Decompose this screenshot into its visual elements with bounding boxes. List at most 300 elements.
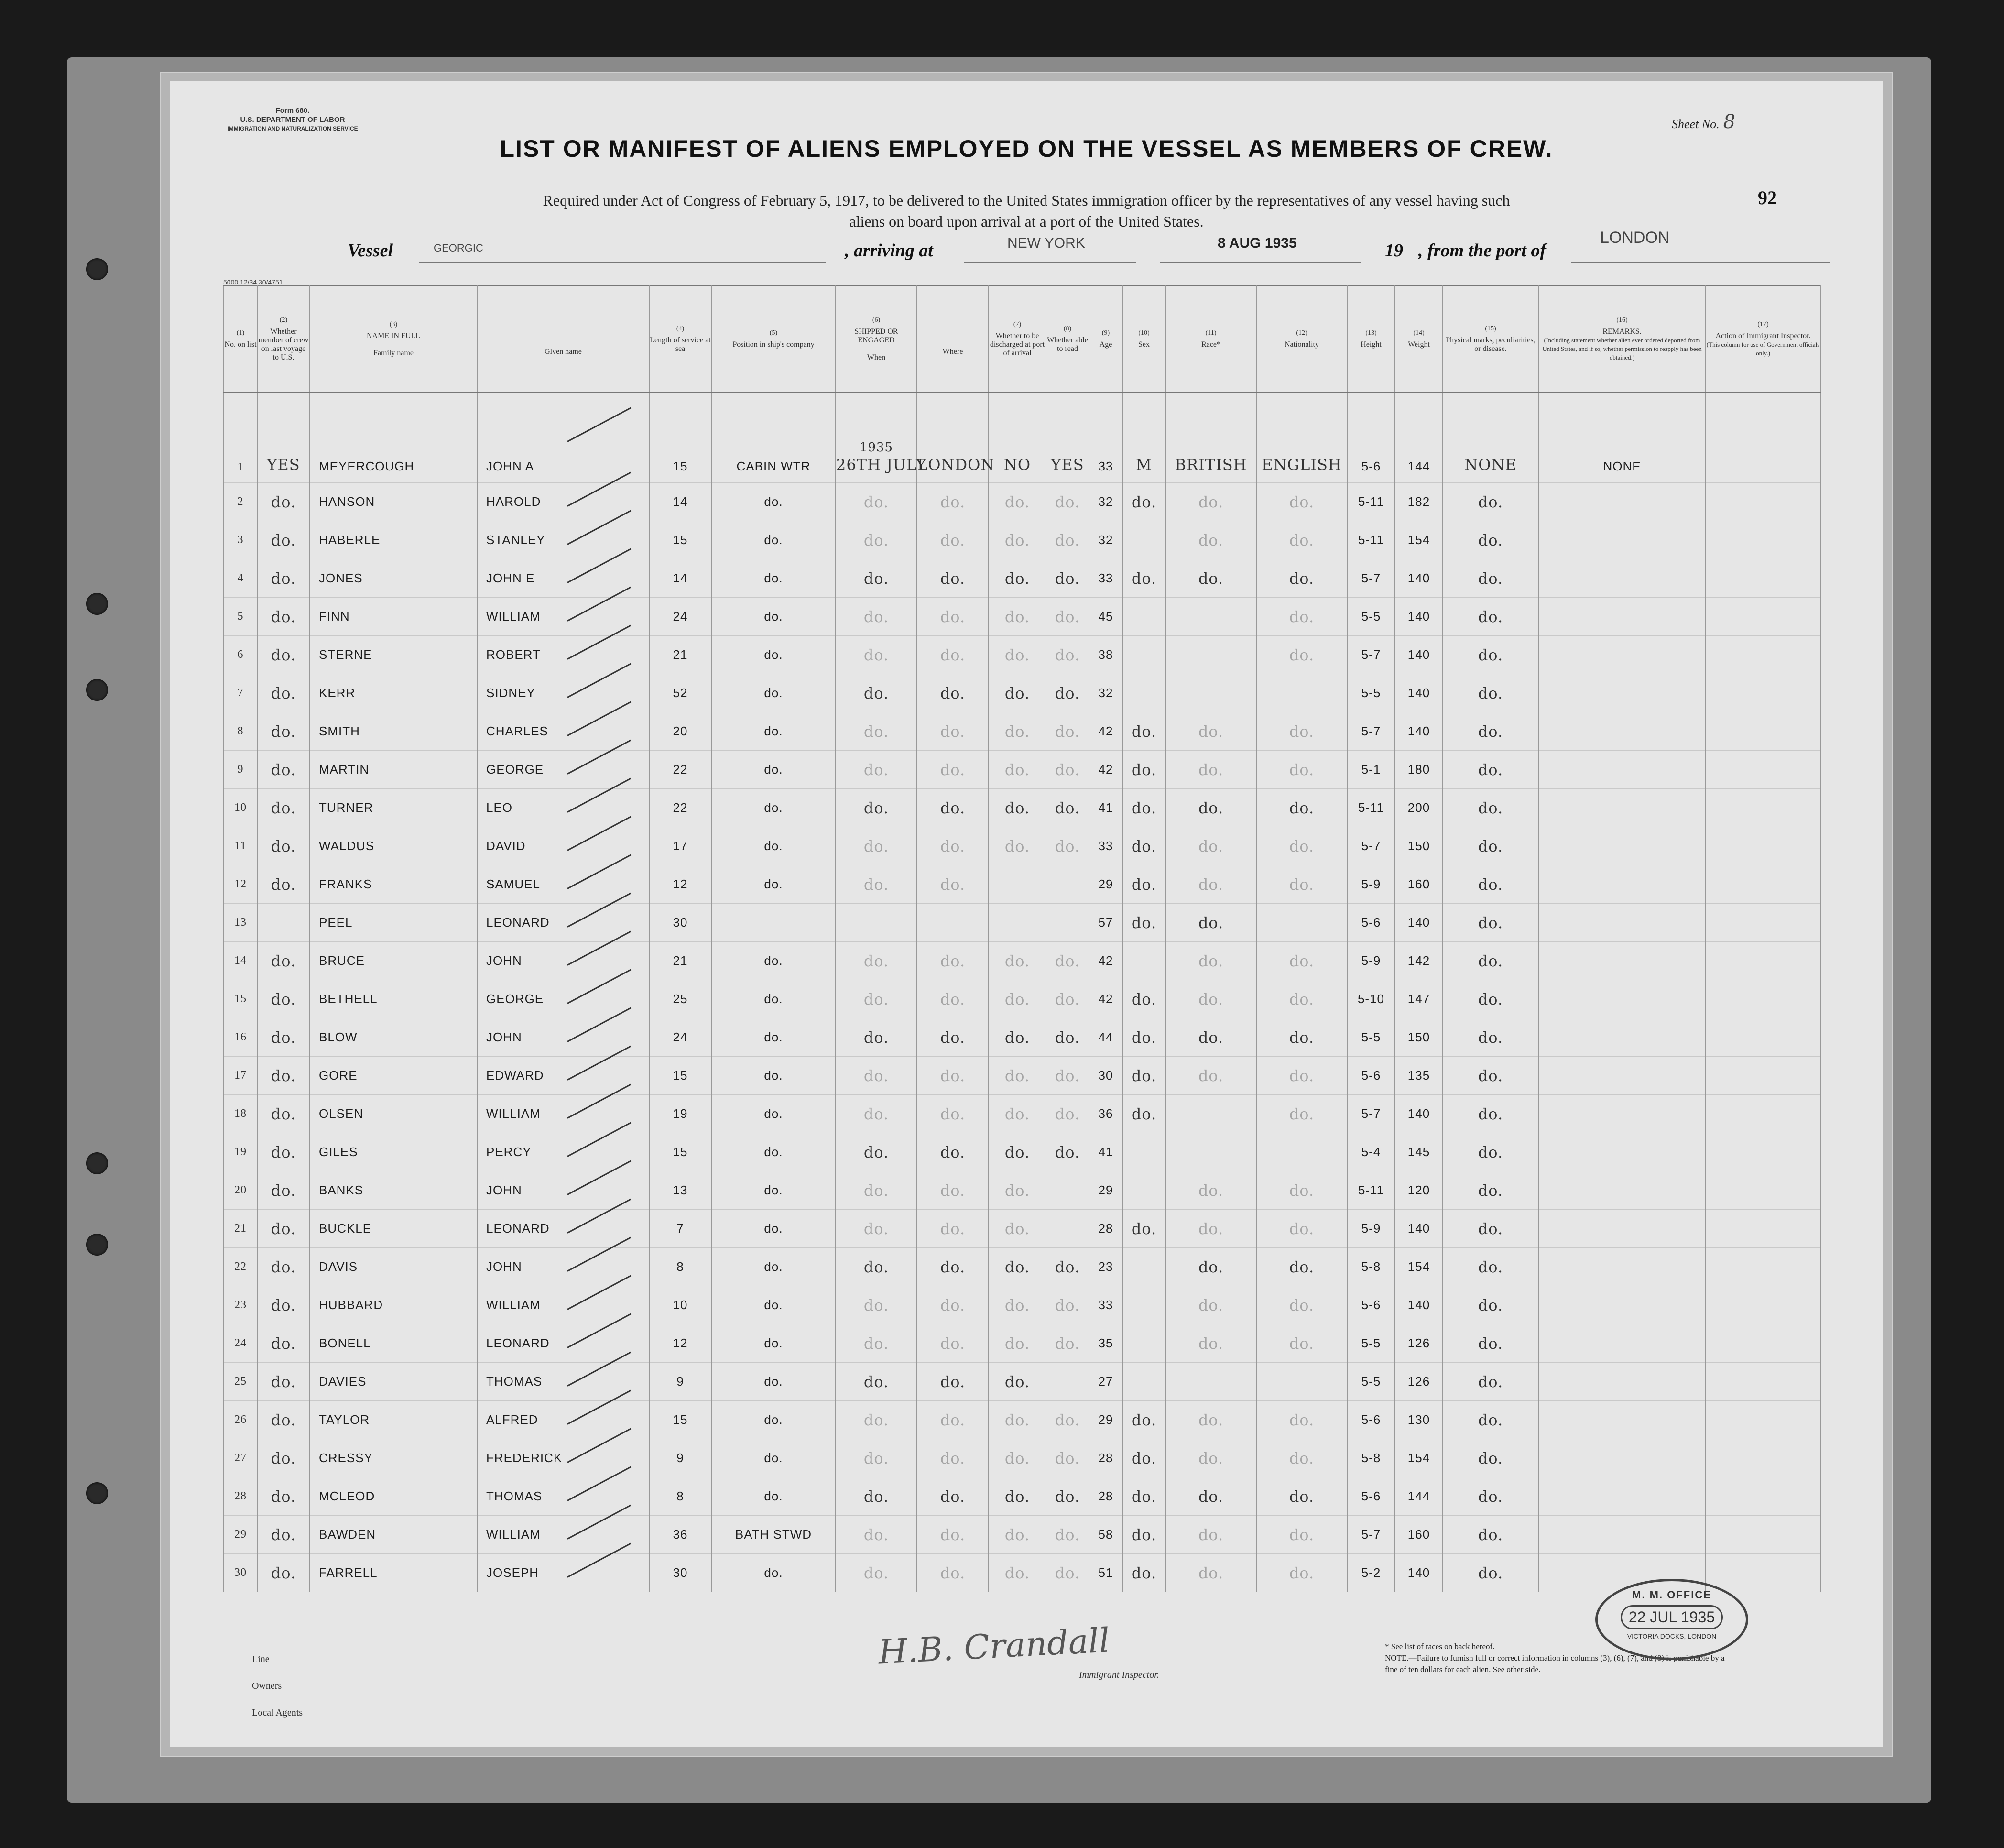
cell-height: 5-6: [1347, 392, 1395, 483]
cell-weight: 144: [1395, 392, 1443, 483]
cell-able-to-read: [1046, 1210, 1089, 1248]
cell-nationality: do.: [1256, 827, 1347, 865]
cell-race: do.: [1165, 1401, 1256, 1439]
underline: [1160, 262, 1361, 263]
manifest-sheet: [160, 72, 1893, 1757]
cell-able-to-read: do.: [1046, 1018, 1089, 1057]
cell-age: 32: [1089, 674, 1122, 712]
cell-service-length: 24: [649, 1018, 711, 1057]
cell-given-name: JOSEPH: [477, 1554, 649, 1592]
binder-hole: [86, 1152, 108, 1174]
cell-service-length: 30: [649, 1554, 711, 1592]
cell-able-to-read: do.: [1046, 942, 1089, 980]
cell-height: 5-5: [1347, 674, 1395, 712]
cell-previous-voyage: do.: [257, 1018, 310, 1057]
subtitle-line-1: Required under Act of Congress of February 5, 1917, to be delivered to the United States immigration officer by the representatives of any vessel having such: [543, 192, 1510, 209]
table-row: [224, 712, 1820, 751]
cell-able-to-read: do.: [1046, 1286, 1089, 1324]
cell-position: do.: [711, 1401, 836, 1439]
cell-physical-marks: do.: [1443, 789, 1538, 827]
cell-shipped-when: do.: [836, 1401, 917, 1439]
cell-sex: M: [1122, 392, 1165, 483]
cell-physical-marks: NONE: [1443, 392, 1538, 483]
cell-service-length: 12: [649, 865, 711, 904]
table-row: [224, 636, 1820, 674]
cell-nationality: do.: [1256, 1477, 1347, 1516]
cell-height: 5-11: [1347, 483, 1395, 521]
cell-inspector-action: [1706, 1286, 1820, 1324]
cell-inspector-action: [1706, 1210, 1820, 1248]
cell-discharged: do.: [989, 1401, 1046, 1439]
cell-previous-voyage: do.: [257, 483, 310, 521]
table-row: [224, 521, 1820, 559]
cell-position: do.: [711, 1057, 836, 1095]
cell-row-number: 8: [224, 712, 257, 751]
vessel-label: Vessel: [348, 241, 393, 261]
cell-previous-voyage: do.: [257, 1554, 310, 1592]
cell-able-to-read: do.: [1046, 1057, 1089, 1095]
cell-physical-marks: do.: [1443, 521, 1538, 559]
cell-race: [1165, 636, 1256, 674]
cell-inspector-action: [1706, 980, 1820, 1018]
cell-shipped-where: do.: [917, 1018, 989, 1057]
cell-previous-voyage: do.: [257, 674, 310, 712]
cell-shipped-where: do.: [917, 1324, 989, 1363]
cell-inspector-action: [1706, 483, 1820, 521]
cell-previous-voyage: do.: [257, 751, 310, 789]
cell-service-length: 14: [649, 559, 711, 598]
cell-given-name: ALFRED: [477, 1401, 649, 1439]
cell-height: 5-11: [1347, 521, 1395, 559]
cell-discharged: do.: [989, 1439, 1046, 1477]
owners-label: Owners: [252, 1681, 282, 1691]
cell-shipped-where: do.: [917, 1286, 989, 1324]
cell-sex: do.: [1122, 483, 1165, 521]
table-row: [224, 942, 1820, 980]
cell-age: 42: [1089, 942, 1122, 980]
cell-inspector-action: [1706, 1171, 1820, 1210]
cell-physical-marks: do.: [1443, 904, 1538, 942]
cell-able-to-read: do.: [1046, 980, 1089, 1018]
cell-age: 51: [1089, 1554, 1122, 1592]
col-header-previous-voyage: (2) Whether member of crew on last voyage to U.S.: [257, 286, 310, 392]
cell-weight: 140: [1395, 1554, 1443, 1592]
cell-weight: 154: [1395, 521, 1443, 559]
cell-position: do.: [711, 865, 836, 904]
col-header-able-to-read: (8) Whether able to read: [1046, 286, 1089, 392]
cell-discharged: do.: [989, 980, 1046, 1018]
cell-shipped-when: do.: [836, 1018, 917, 1057]
cell-given-name: LEONARD: [477, 904, 649, 942]
arrival-port: NEW YORK: [1007, 235, 1085, 251]
col-header-number: (1) No. on list: [224, 286, 257, 392]
cell-able-to-read: do.: [1046, 1133, 1089, 1171]
cell-given-name: ROBERT: [477, 636, 649, 674]
cell-able-to-read: [1046, 865, 1089, 904]
cell-age: 28: [1089, 1477, 1122, 1516]
cell-position: do.: [711, 1363, 836, 1401]
cell-sex: [1122, 1363, 1165, 1401]
cell-race: do.: [1165, 1554, 1256, 1592]
cell-shipped-where: do.: [917, 789, 989, 827]
cell-family-name: FINN: [310, 598, 477, 636]
cell-age: 33: [1089, 392, 1122, 483]
cell-sex: [1122, 942, 1165, 980]
cell-weight: 154: [1395, 1248, 1443, 1286]
cell-inspector-action: [1706, 1057, 1820, 1095]
cell-physical-marks: do.: [1443, 827, 1538, 865]
cell-nationality: do.: [1256, 1057, 1347, 1095]
cell-discharged: do.: [989, 521, 1046, 559]
cell-shipped-when: [836, 904, 917, 942]
cell-shipped-when: do.: [836, 1439, 917, 1477]
cell-race: do.: [1165, 1477, 1256, 1516]
cell-given-name: JOHN: [477, 1248, 649, 1286]
cell-race: [1165, 674, 1256, 712]
cell-remarks: [1538, 1133, 1706, 1171]
cell-shipped-where: do.: [917, 751, 989, 789]
cell-discharged: [989, 904, 1046, 942]
cell-discharged: do.: [989, 1210, 1046, 1248]
cell-weight: 140: [1395, 1286, 1443, 1324]
cell-row-number: 18: [224, 1095, 257, 1133]
cell-remarks: NONE: [1538, 392, 1706, 483]
cell-shipped-where: do.: [917, 1210, 989, 1248]
cell-family-name: JONES: [310, 559, 477, 598]
line-label: Line: [252, 1654, 270, 1664]
cell-weight: 140: [1395, 636, 1443, 674]
cell-row-number: 2: [224, 483, 257, 521]
inspector-label: Immigrant Inspector.: [1079, 1670, 1159, 1680]
cell-race: do.: [1165, 1171, 1256, 1210]
cell-age: 44: [1089, 1018, 1122, 1057]
cell-service-length: 15: [649, 392, 711, 483]
sheet-number: [1672, 111, 1735, 133]
cell-given-name: LEONARD: [477, 1210, 649, 1248]
cell-race: do.: [1165, 559, 1256, 598]
cell-remarks: [1538, 865, 1706, 904]
cell-position: do.: [711, 559, 836, 598]
cell-previous-voyage: do.: [257, 636, 310, 674]
cell-shipped-where: do.: [917, 1133, 989, 1171]
table-row: [224, 598, 1820, 636]
cell-shipped-where: do.: [917, 636, 989, 674]
cell-inspector-action: [1706, 392, 1820, 483]
cell-physical-marks: do.: [1443, 1554, 1538, 1592]
cell-height: 5-8: [1347, 1439, 1395, 1477]
cell-race: [1165, 598, 1256, 636]
arrival-date-stamp: 8 AUG 1935: [1218, 235, 1297, 251]
table-row: [224, 827, 1820, 865]
cell-service-length: 15: [649, 1133, 711, 1171]
cell-sex: do.: [1122, 1210, 1165, 1248]
cell-physical-marks: do.: [1443, 1210, 1538, 1248]
cell-sex: [1122, 1324, 1165, 1363]
cell-physical-marks: do.: [1443, 1439, 1538, 1477]
cell-remarks: [1538, 521, 1706, 559]
cell-inspector-action: [1706, 751, 1820, 789]
table-header-row: [224, 286, 1820, 392]
cell-shipped-when: do.: [836, 636, 917, 674]
cell-position: do.: [711, 1554, 836, 1592]
cell-nationality: do.: [1256, 1286, 1347, 1324]
cell-weight: 140: [1395, 598, 1443, 636]
cell-shipped-where: do.: [917, 598, 989, 636]
cell-given-name: FREDERICK: [477, 1439, 649, 1477]
cell-height: 5-7: [1347, 636, 1395, 674]
cell-shipped-where: do.: [917, 674, 989, 712]
cell-height: 5-10: [1347, 980, 1395, 1018]
table-row: [224, 1516, 1820, 1554]
cell-nationality: do.: [1256, 1248, 1347, 1286]
stamp-date: 22 JUL 1935: [1621, 1605, 1723, 1629]
cell-given-name: SAMUEL: [477, 865, 649, 904]
col-header-position: (5) Position in ship's company: [711, 286, 836, 392]
cell-able-to-read: do.: [1046, 789, 1089, 827]
cell-sex: do.: [1122, 865, 1165, 904]
cell-inspector-action: [1706, 1477, 1820, 1516]
cell-previous-voyage: do.: [257, 1057, 310, 1095]
cell-weight: 145: [1395, 1133, 1443, 1171]
table-row: [224, 865, 1820, 904]
cell-able-to-read: do.: [1046, 1477, 1089, 1516]
col-header-remarks: (16) REMARKS. (Including statement whether alien ever ordered deported from United States, and if so, whether permission to reapply has been obtained.): [1538, 286, 1706, 392]
service-name: IMMIGRATION AND NATURALIZATION SERVICE: [227, 125, 358, 132]
cell-nationality: do.: [1256, 559, 1347, 598]
cell-given-name: STANLEY: [477, 521, 649, 559]
cell-service-length: 24: [649, 598, 711, 636]
cell-nationality: do.: [1256, 1516, 1347, 1554]
department-name: U.S. DEPARTMENT OF LABOR: [240, 116, 345, 124]
cell-weight: 160: [1395, 865, 1443, 904]
cell-remarks: [1538, 559, 1706, 598]
cell-inspector-action: [1706, 559, 1820, 598]
cell-age: 38: [1089, 636, 1122, 674]
table-row: [224, 1018, 1820, 1057]
cell-shipped-when: do.: [836, 1554, 917, 1592]
cell-position: do.: [711, 1210, 836, 1248]
cell-sex: do.: [1122, 1018, 1165, 1057]
cell-nationality: do.: [1256, 1095, 1347, 1133]
cell-shipped-when: do.: [836, 865, 917, 904]
cell-height: 5-6: [1347, 1286, 1395, 1324]
cell-nationality: do.: [1256, 1401, 1347, 1439]
cell-nationality: do.: [1256, 865, 1347, 904]
cell-height: 5-9: [1347, 865, 1395, 904]
form-identifier: [209, 106, 376, 133]
cell-able-to-read: YES: [1046, 392, 1089, 483]
cell-race: do.: [1165, 980, 1256, 1018]
cell-shipped-where: do.: [917, 712, 989, 751]
cell-able-to-read: do.: [1046, 598, 1089, 636]
cell-inspector-action: [1706, 1248, 1820, 1286]
table-row: [224, 1171, 1820, 1210]
races-note: * See list of races on back hereof.: [1385, 1642, 1495, 1651]
cell-discharged: do.: [989, 1324, 1046, 1363]
cell-previous-voyage: do.: [257, 827, 310, 865]
inspector-signature: H.B. Crandall: [877, 1620, 1111, 1672]
cell-discharged: do.: [989, 483, 1046, 521]
cell-family-name: DAVIES: [310, 1363, 477, 1401]
cell-sex: do.: [1122, 980, 1165, 1018]
cell-previous-voyage: do.: [257, 1439, 310, 1477]
cell-shipped-when: do.: [836, 1248, 917, 1286]
cell-able-to-read: do.: [1046, 1401, 1089, 1439]
cell-height: 5-6: [1347, 1477, 1395, 1516]
cell-discharged: do.: [989, 1095, 1046, 1133]
cell-family-name: TAYLOR: [310, 1401, 477, 1439]
cell-row-number: 12: [224, 865, 257, 904]
page-number: 92: [1758, 187, 1777, 208]
cell-discharged: do.: [989, 1286, 1046, 1324]
cell-age: 27: [1089, 1363, 1122, 1401]
cell-given-name: DAVID: [477, 827, 649, 865]
cell-able-to-read: do.: [1046, 1439, 1089, 1477]
cell-age: 42: [1089, 751, 1122, 789]
table-row: [224, 1210, 1820, 1248]
penalty-note: NOTE.—Failure to furnish full or correct information in columns (3), (6), (7), and (8) is punishable by a fine of ten dollars for each alien. See other side.: [1385, 1653, 1725, 1674]
cell-given-name: JOHN: [477, 1171, 649, 1210]
cell-row-number: 3: [224, 521, 257, 559]
cell-shipped-when: do.: [836, 1210, 917, 1248]
cell-previous-voyage: do.: [257, 598, 310, 636]
cell-weight: 140: [1395, 1210, 1443, 1248]
cell-shipped-where: LONDON: [917, 392, 989, 483]
cell-nationality: do.: [1256, 712, 1347, 751]
cell-sex: [1122, 674, 1165, 712]
cell-sex: do.: [1122, 827, 1165, 865]
col-header-height: (13) Height: [1347, 286, 1395, 392]
cell-position: do.: [711, 1248, 836, 1286]
cell-family-name: STERNE: [310, 636, 477, 674]
cell-race: do.: [1165, 1248, 1256, 1286]
cell-remarks: [1538, 712, 1706, 751]
subtitle-line-2: aliens on board upon arrival at a port of the United States.: [849, 213, 1204, 230]
col-header-shipped-where: Where: [917, 286, 989, 392]
cell-position: do.: [711, 712, 836, 751]
cell-position: CABIN WTR: [711, 392, 836, 483]
cell-able-to-read: [1046, 1171, 1089, 1210]
binder-hole: [86, 679, 108, 701]
cell-age: 42: [1089, 980, 1122, 1018]
shipped-date: 26TH JULY: [836, 456, 927, 474]
cell-remarks: [1538, 1516, 1706, 1554]
cell-inspector-action: [1706, 636, 1820, 674]
cell-shipped-when: do.: [836, 483, 917, 521]
cell-row-number: 26: [224, 1401, 257, 1439]
shipped-year: 1935: [859, 440, 893, 455]
cell-shipped-where: do.: [917, 1401, 989, 1439]
cell-physical-marks: do.: [1443, 942, 1538, 980]
cell-shipped-when: do.: [836, 1477, 917, 1516]
col-header-race: (11) Race*: [1165, 286, 1256, 392]
cell-given-name: CHARLES: [477, 712, 649, 751]
cell-age: 33: [1089, 559, 1122, 598]
cell-family-name: BANKS: [310, 1171, 477, 1210]
cell-remarks: [1538, 598, 1706, 636]
cell-inspector-action: [1706, 1018, 1820, 1057]
cell-previous-voyage: do.: [257, 1133, 310, 1171]
cell-shipped-where: do.: [917, 1439, 989, 1477]
cell-age: 35: [1089, 1324, 1122, 1363]
vessel-name: GEORGIC: [434, 242, 483, 254]
cell-position: do.: [711, 521, 836, 559]
cell-able-to-read: do.: [1046, 1554, 1089, 1592]
cell-nationality: do.: [1256, 942, 1347, 980]
cell-row-number: 19: [224, 1133, 257, 1171]
cell-family-name: OLSEN: [310, 1095, 477, 1133]
print-code: 5000 12/34 30/4751: [223, 278, 283, 286]
cell-physical-marks: do.: [1443, 1171, 1538, 1210]
cell-nationality: do.: [1256, 980, 1347, 1018]
cell-shipped-when: do.: [836, 1057, 917, 1095]
cell-sex: do.: [1122, 1516, 1165, 1554]
cell-able-to-read: do.: [1046, 559, 1089, 598]
cell-position: do.: [711, 1018, 836, 1057]
cell-previous-voyage: YES: [257, 392, 310, 483]
cell-weight: 147: [1395, 980, 1443, 1018]
cell-nationality: do.: [1256, 598, 1347, 636]
table-row: [224, 1133, 1820, 1171]
cell-height: 5-9: [1347, 1210, 1395, 1248]
cell-row-number: 15: [224, 980, 257, 1018]
cell-row-number: 6: [224, 636, 257, 674]
cell-service-length: 12: [649, 1324, 711, 1363]
cell-previous-voyage: do.: [257, 1516, 310, 1554]
cell-height: 5-7: [1347, 712, 1395, 751]
cell-weight: 182: [1395, 483, 1443, 521]
cell-age: 23: [1089, 1248, 1122, 1286]
cell-discharged: do.: [989, 1248, 1046, 1286]
cell-service-length: 19: [649, 1095, 711, 1133]
cell-given-name: LEONARD: [477, 1324, 649, 1363]
cell-given-name: JOHN: [477, 1018, 649, 1057]
cell-row-number: 24: [224, 1324, 257, 1363]
cell-family-name: BLOW: [310, 1018, 477, 1057]
cell-shipped-where: do.: [917, 521, 989, 559]
cell-race: BRITISH: [1165, 392, 1256, 483]
cell-remarks: [1538, 1210, 1706, 1248]
cell-shipped-when: [836, 392, 927, 483]
cell-row-number: 27: [224, 1439, 257, 1477]
cell-physical-marks: do.: [1443, 636, 1538, 674]
cell-height: 5-6: [1347, 904, 1395, 942]
cell-weight: 126: [1395, 1363, 1443, 1401]
table-row: [224, 1439, 1820, 1477]
cell-service-length: 15: [649, 521, 711, 559]
cell-weight: 150: [1395, 1018, 1443, 1057]
table-row: [224, 1554, 1820, 1592]
cell-shipped-where: do.: [917, 1095, 989, 1133]
cell-remarks: [1538, 1057, 1706, 1095]
cell-position: do.: [711, 1286, 836, 1324]
cell-given-name: HAROLD: [477, 483, 649, 521]
cell-service-length: 8: [649, 1248, 711, 1286]
cell-race: do.: [1165, 483, 1256, 521]
table-row: [224, 1057, 1820, 1095]
cell-race: do.: [1165, 904, 1256, 942]
cell-remarks: [1538, 789, 1706, 827]
cell-sex: do.: [1122, 789, 1165, 827]
cell-sex: [1122, 598, 1165, 636]
cell-inspector-action: [1706, 827, 1820, 865]
col-header-nationality: (12) Nationality: [1256, 286, 1347, 392]
cell-nationality: [1256, 1363, 1347, 1401]
arriving-label: , arriving at: [845, 241, 933, 261]
cell-given-name: LEO: [477, 789, 649, 827]
cell-nationality: [1256, 674, 1347, 712]
cell-shipped-when: do.: [836, 598, 917, 636]
